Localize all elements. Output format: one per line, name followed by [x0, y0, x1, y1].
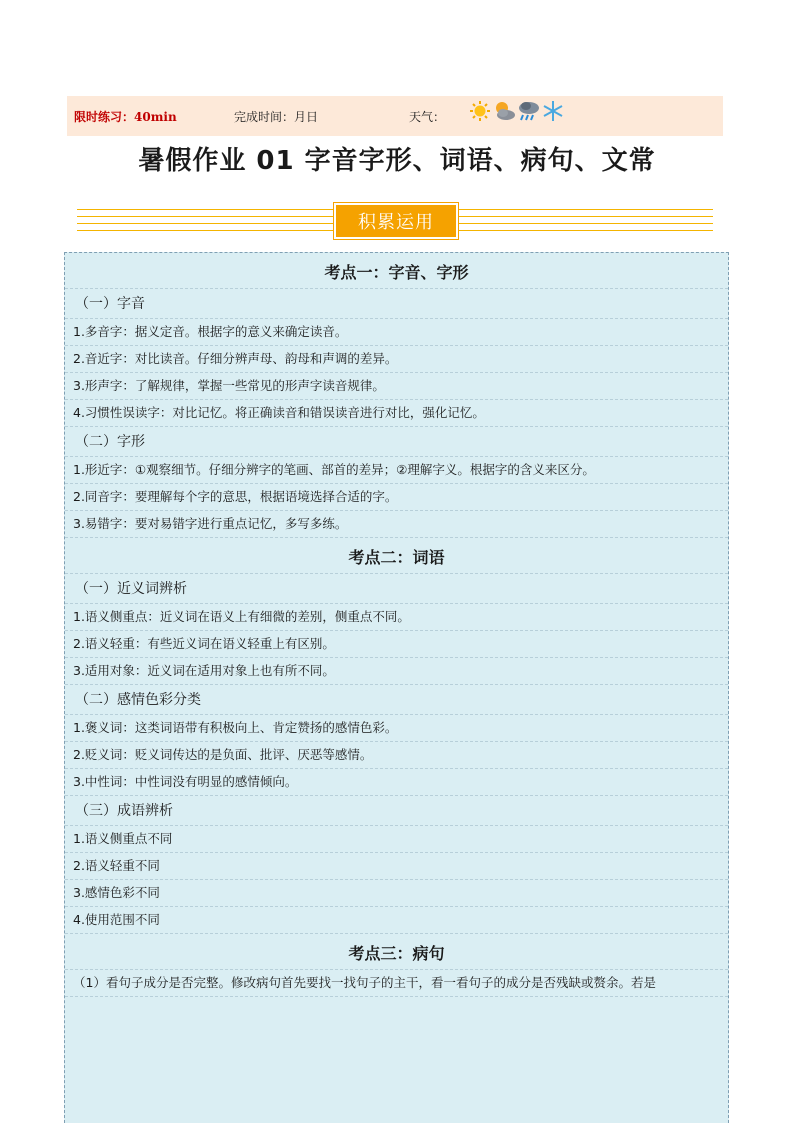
subsection-heading [65, 685, 728, 715]
header-bar [67, 96, 723, 136]
page-title: 暑假作业 01 字音字形、词语、病句、文常 [138, 146, 656, 176]
weather-label: 天气： [409, 109, 446, 124]
subsection-heading [65, 574, 728, 604]
item-text: 1.语义侧重点：近义词在语义上有细微的差别，侧重点不同。 [73, 608, 410, 624]
time-limit-label: 限时练习：40min [74, 109, 177, 124]
item-text: 1.多音字：据义定音。根据字的意义来确定读音。 [73, 323, 348, 339]
list-item [65, 715, 728, 742]
item-text: （1）看句子成分是否完整。修改病句首先要找一找句子的主干，看一看句子的成分是否残缺或赘余。若是 [73, 974, 656, 990]
item-text: 1.褒义词：这类词语带有积极向上、肯定赞扬的感情色彩。 [73, 719, 398, 735]
list-item [65, 631, 728, 658]
section-heading [65, 934, 728, 970]
content-panel [64, 252, 729, 1123]
heading-text: 考点二：词语 [348, 548, 445, 567]
rain-cloud-icon [517, 99, 541, 123]
list-item [65, 907, 728, 934]
sun-cloud-icon [492, 100, 516, 122]
item-text: 4.使用范围不同 [73, 911, 160, 927]
weather-icons [469, 99, 564, 123]
item-text: 3.形声字：了解规律，掌握一些常见的形声字读音规律。 [73, 377, 385, 393]
item-text: 2.语义轻重不同 [73, 857, 160, 873]
list-item [65, 484, 728, 511]
section-badge: 积累运用 [336, 205, 456, 237]
sub-text: （三）成语辨析 [75, 803, 173, 819]
item-text: 3.中性词：中性词没有明显的感情倾向。 [73, 773, 298, 789]
list-item [65, 826, 728, 853]
section-heading [65, 538, 728, 574]
list-item [65, 346, 728, 373]
item-text: 2.音近字：对比读音。仔细分辨声母、韵母和声调的差异。 [73, 350, 398, 366]
list-item [65, 319, 728, 346]
item-text: 4.习惯性误读字：对比记忆。将正确读音和错误读音进行对比，强化记忆。 [73, 404, 485, 420]
list-item [65, 853, 728, 880]
list-item [65, 604, 728, 631]
list-item [65, 373, 728, 400]
list-item [65, 400, 728, 427]
item-text: 1.形近字：①观察细节。仔细分辨字的笔画、部首的差异；②理解字义。根据字的含义来区分。 [73, 461, 595, 477]
sun-icon [469, 100, 491, 122]
section-heading [65, 253, 728, 289]
list-item [65, 457, 728, 484]
subsection-heading [65, 796, 728, 826]
list-item [65, 769, 728, 796]
item-text: 1.语义侧重点不同 [73, 830, 173, 846]
sub-text: （一）字音 [75, 296, 145, 312]
list-item [65, 970, 728, 997]
sub-text: （一）近义词辨析 [75, 581, 187, 597]
list-item [65, 511, 728, 538]
heading-text: 考点三：病句 [348, 944, 445, 963]
list-item [65, 742, 728, 769]
item-text: 3.易错字：要对易错字进行重点记忆，多写多练。 [73, 515, 348, 531]
list-item [65, 658, 728, 685]
subsection-heading [65, 289, 728, 319]
item-text: 3.适用对象：近义词在适用对象上也有所不同。 [73, 662, 335, 678]
snowflake-icon [542, 100, 564, 122]
item-text: 2.同音字：要理解每个字的意思，根据语境选择合适的字。 [73, 488, 398, 504]
heading-text: 考点一：字音、字形 [324, 263, 469, 282]
sub-text: （二）字形 [75, 434, 145, 450]
item-text: 2.语义轻重：有些近义词在语义轻重上有区别。 [73, 635, 335, 651]
sub-text: （二）感情色彩分类 [75, 692, 201, 708]
subsection-heading [65, 427, 728, 457]
completion-time-label: 完成时间：月日 [234, 109, 319, 124]
item-text: 3.感情色彩不同 [73, 884, 160, 900]
item-text: 2.贬义词：贬义词传达的是负面、批评、厌恶等感情。 [73, 746, 373, 762]
list-item [65, 880, 728, 907]
